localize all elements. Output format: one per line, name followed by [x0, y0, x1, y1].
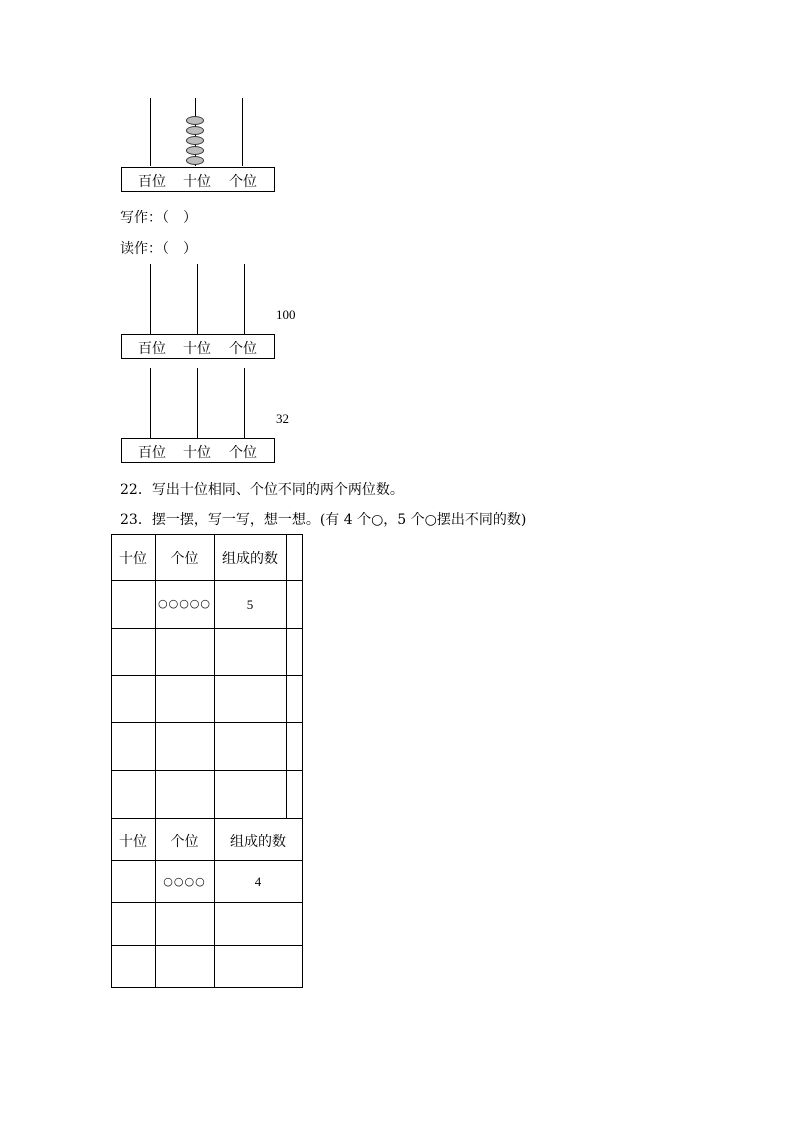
abacus-label-box — [121, 167, 275, 192]
label-ones: 个位 — [229, 341, 257, 357]
abacus-rod-hundreds — [150, 368, 151, 438]
label-hundreds: 百位 — [138, 445, 166, 461]
abacus-label-box — [121, 438, 275, 463]
table-cell-ones: ○○○○○ — [158, 597, 211, 610]
abacus-bead — [186, 116, 204, 125]
table-cell-ones: ○○○○ — [163, 875, 206, 888]
abacus-rod-tens — [197, 264, 198, 334]
table-header-ones: 个位 — [170, 551, 199, 567]
abacus-number: 100 — [276, 307, 296, 322]
label-tens: 十位 — [183, 341, 211, 357]
abacus-bead — [186, 156, 204, 165]
question-22: 22．写出十位相同、个位不同的两个两位数。 — [120, 482, 404, 498]
question-23: 23．摆一摆，写一写，想一想。(有 4 个○，5 个○摆出不同的数) — [120, 512, 527, 528]
abacus-rod-hundreds — [150, 98, 151, 166]
table-header-number: 组成的数 — [222, 551, 278, 567]
table-header-ones: 个位 — [170, 834, 199, 850]
label-ones: 个位 — [229, 445, 257, 461]
write-line: 写作：（ ） — [120, 210, 197, 226]
abacus-rod-tens — [197, 368, 198, 438]
label-tens: 十位 — [183, 445, 211, 461]
label-hundreds: 百位 — [138, 341, 166, 357]
abacus-label-box — [121, 334, 275, 359]
read-line: 读作：（ ） — [120, 241, 197, 257]
abacus-rod-ones — [242, 98, 243, 166]
abacus-bead — [186, 146, 204, 155]
table-header-tens: 十位 — [119, 551, 147, 567]
table-header-tens: 十位 — [119, 834, 147, 850]
abacus-bead — [186, 136, 204, 145]
label-hundreds: 百位 — [138, 174, 166, 190]
table-header-number: 组成的数 — [230, 834, 286, 850]
abacus-number: 32 — [276, 411, 289, 426]
label-tens: 十位 — [183, 174, 211, 190]
abacus-bead — [186, 126, 204, 135]
abacus-rod-ones — [244, 264, 245, 334]
table-cell-number: 4 — [254, 874, 262, 889]
label-ones: 个位 — [229, 174, 257, 190]
abacus-rod-ones — [244, 368, 245, 438]
abacus-rod-hundreds — [150, 264, 151, 334]
table-cell-number: 5 — [246, 597, 254, 612]
